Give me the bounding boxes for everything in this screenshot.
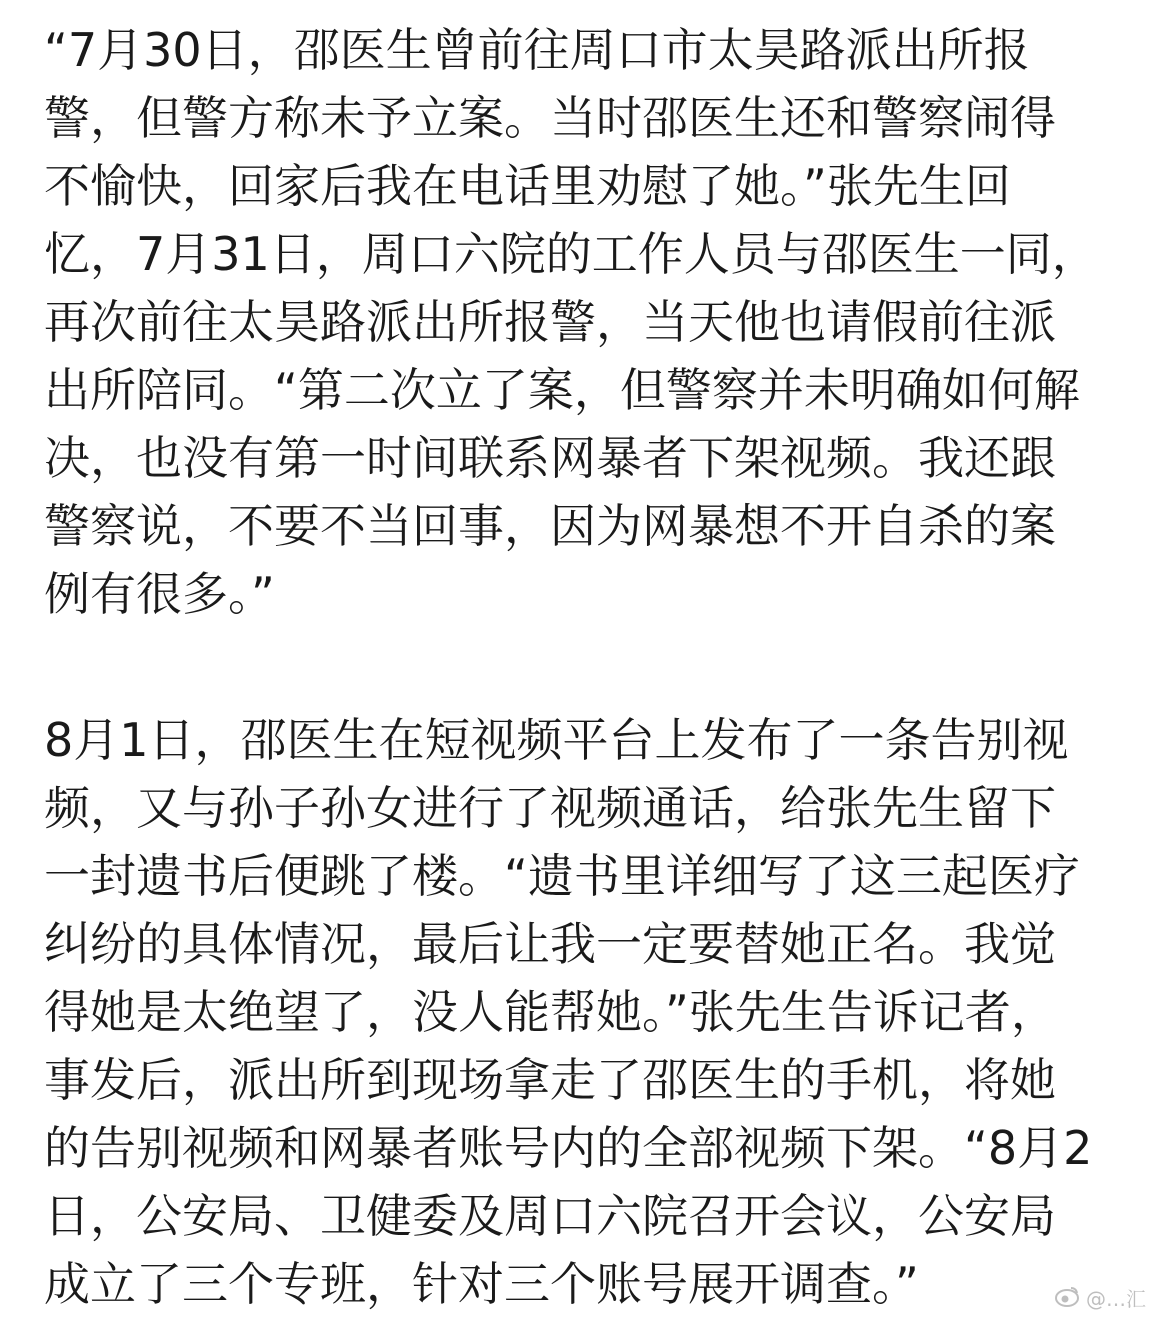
text-line: 事发后，派出所到现场拿走了邵医生的手机，将她 — [44, 1053, 1056, 1107]
text-line: 警，但警方称未予立案。当时邵医生还和警察闹得 — [44, 91, 1056, 145]
text-line: 一封遗书后便跳了楼。“遗书里详细写了这三起医疗 — [44, 849, 1080, 903]
text-line: 得她是太绝望了，没人能帮她。”张先生告诉记者， — [44, 985, 1057, 1039]
watermark — [1054, 1277, 1146, 1317]
text-line: “7月30日，邵医生曾前往周口市太昊路派出所报 — [44, 23, 1030, 77]
text-line: 8月1日，邵医生在短视频平台上发布了一条告别视 — [44, 713, 1069, 767]
text-line: 的告别视频和网暴者账号内的全部视频下架。“8月2 — [44, 1121, 1093, 1175]
text-line: 再次前往太昊路派出所报警，当天他也请假前往派 — [44, 295, 1056, 349]
weibo-eye-icon — [1054, 1284, 1080, 1310]
text-line: 警察说，不要不当回事，因为网暴想不开自杀的案 — [44, 499, 1056, 553]
text-line: 决，也没有第一时间联系网暴者下架视频。我还跟 — [44, 431, 1056, 485]
text-line: 不愉快，回家后我在电话里劝慰了她。”张先生回 — [44, 159, 1011, 213]
text-line: 成立了三个专班，针对三个账号展开调查。” — [44, 1257, 919, 1311]
text-line: 出所陪同。“第二次立了案，但警察并未明确如何解 — [44, 363, 1080, 417]
text-line: 例有很多。” — [44, 567, 275, 621]
text-line: 忆，7月31日，周口六院的工作人员与邵医生一同， — [44, 227, 1098, 281]
watermark-text: @…汇 — [1086, 1286, 1146, 1311]
text-line: 日，公安局、卫健委及周口六院召开会议，公安局 — [44, 1189, 1056, 1243]
text-line: 频，又与孙子孙女进行了视频通话，给张先生留下 — [44, 781, 1056, 835]
text-line: 纠纷的具体情况，最后让我一定要替她正名。我觉 — [44, 917, 1056, 971]
